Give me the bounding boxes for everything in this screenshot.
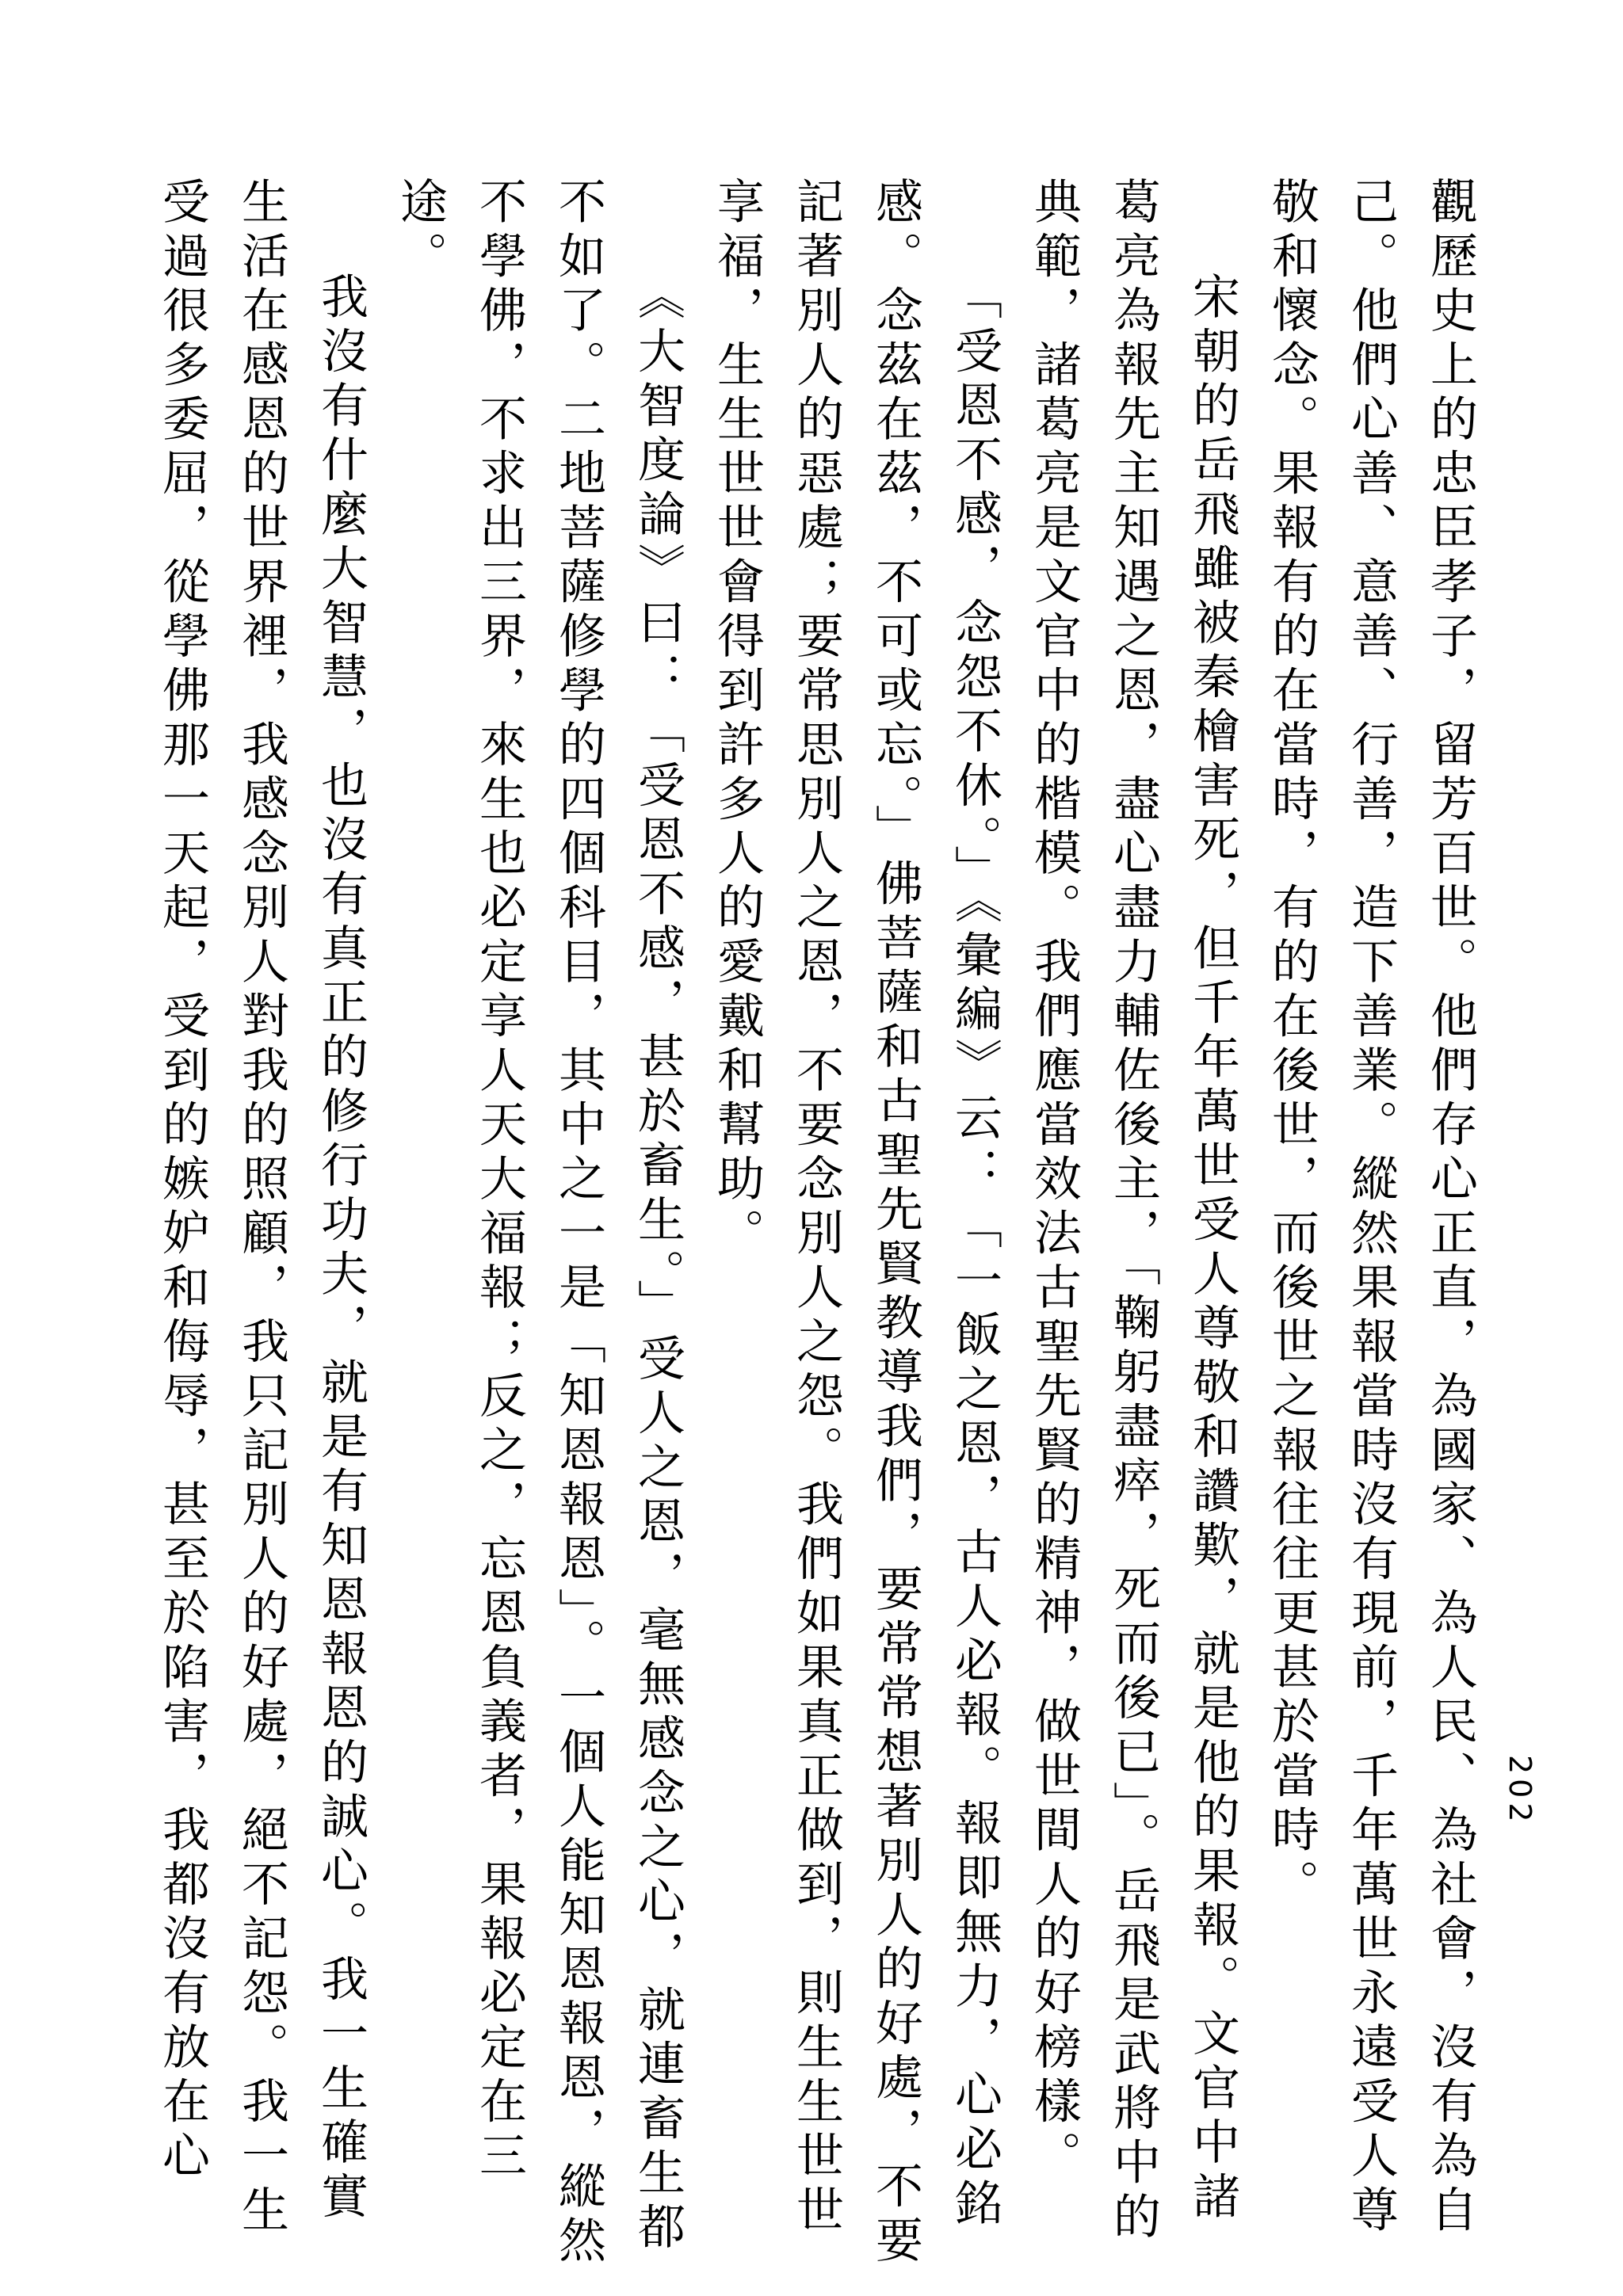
vertical-text-body <box>143 177 1490 2276</box>
paragraph-yue-fei-zhuge-liang: 宋朝的岳飛雖被秦檜害死，但千年萬世受人尊敬和讚歎，就是他的果報。文官中諸葛亮為報先主知遇之恩，盡心盡力輔佐後主，「鞠躬盡瘁，死而後已」。岳飛是武將中的典範，諸葛亮是文官中的楷模。我們應當效法古聖先賢的精神，做世間人的好榜樣。 <box>1026 177 1240 2246</box>
paragraph-gratitude-teaching: 「受恩不感，念怨不休。」《彙編》云：「一飯之恩，古人必報。報即無力，心必銘感。念茲在茲，不可或忘。」佛菩薩和古聖先賢教導我們，要常常想著別人的好處，不要記著別人的惡處；要常思別人之恩，不要念別人之怨。我們如果真正做到，則生生世世享福，生生世世會得到許多人的愛戴和幫助。 <box>709 177 1002 2270</box>
paragraph-mahaprajnaparamita-sastra: 《大智度論》曰：「受恩不感，甚於畜生。」受人之恩，毫無感念之心，就連畜生都不如了。二地菩薩修學的四個科目，其中之一是「知恩報恩」。一個人能知恩報恩，縱然不學佛，不求出三界，來生也必定享人天大福報；反之，忘恩負義者，果報必定在三途。 <box>392 177 685 2270</box>
page-number: 202 <box>1503 1755 1537 1827</box>
paragraph-personal-reflection: 我沒有什麼大智慧，也沒有真正的修行功夫，就是有知恩報恩的誠心。我一生確實生活在感恩的世界裡，我感念別人對我的照顧，我只記別人的好處，絕不記怨。我一生受過很多委屈，從學佛那一天起，受到的嫉妒和侮辱，甚至於陷害，我都沒有放在心 <box>155 177 369 2239</box>
paragraph-loyal-ministers: 觀歷史上的忠臣孝子，留芳百世。他們存心正直，為國家、為人民、為社會，沒有為自己。他們心善、意善、行善，造下善業。縱然果報當時沒有現前，千年萬世永遠受人尊敬和懷念。果報有的在當時，有的在後世，而後世之報往往更甚於當時。 <box>1264 177 1478 2239</box>
